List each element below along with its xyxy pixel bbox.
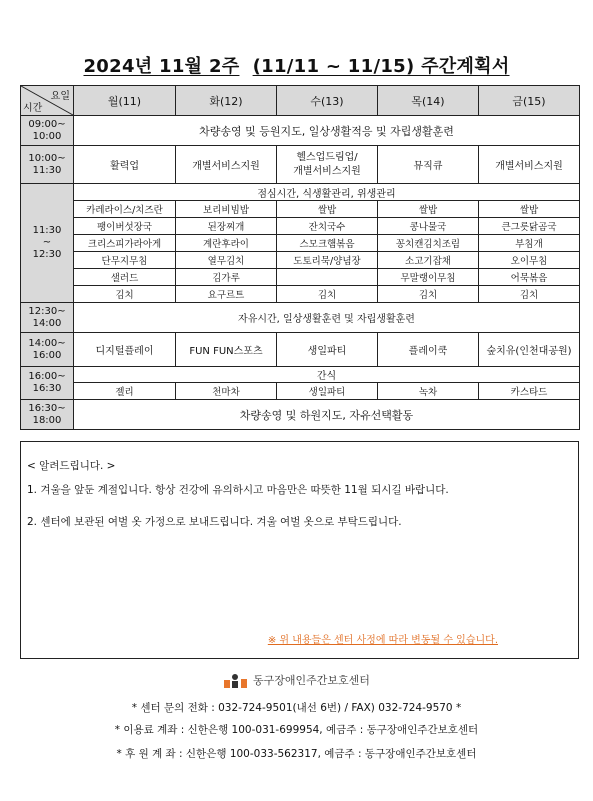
menu-item: 소고기잡채 xyxy=(378,252,479,269)
activity-cell: 디지털플레이 xyxy=(74,333,176,367)
menu-row xyxy=(21,218,580,235)
header-row xyxy=(21,86,580,116)
time-cell: 16:30~ 18:00 xyxy=(21,400,74,430)
footer-phone: * 센터 문의 전화 : 032-724-9501(내선 6번) / FAX) 032-724-9570 * xyxy=(131,702,462,714)
menu-item: 부침개 xyxy=(479,235,580,252)
title-week: 2024년 11월 2주 xyxy=(83,56,240,77)
time-cell: 16:00~ 16:30 xyxy=(21,367,74,400)
menu-item: 단무지무침 xyxy=(74,252,176,269)
activity-cell: 활력업 xyxy=(74,146,176,184)
menu-item: 잔치국수 xyxy=(277,218,378,235)
snack-item: 생일파티 xyxy=(277,383,378,400)
activity-cell: 헬스업드림업/ 개별서비스지원 xyxy=(277,146,378,184)
menu-row xyxy=(21,235,580,252)
corner-cell xyxy=(21,86,74,116)
row-lunch-heading xyxy=(21,184,580,201)
activity-cell: 숲치유(인천대공원) xyxy=(479,333,580,367)
snack-heading: 간식 xyxy=(74,367,580,383)
activity-cell: 차량송영 및 하원지도, 자유선택활동 xyxy=(74,400,580,430)
snack-item: 천마차 xyxy=(176,383,277,400)
time-cell: 10:00~ 11:30 xyxy=(21,146,74,184)
activity-cell: FUN FUN스포츠 xyxy=(176,333,277,367)
menu-item: 어묵볶음 xyxy=(479,269,580,286)
activity-cell: 차량송영 및 등원지도, 일상생활적응 및 자립생활훈련 xyxy=(74,116,580,146)
row-1230 xyxy=(21,303,580,333)
row-1400 xyxy=(21,333,580,367)
row-0900 xyxy=(21,116,580,146)
activity-cell: 뮤직큐 xyxy=(378,146,479,184)
time-cell: 14:00~ 16:00 xyxy=(21,333,74,367)
time-cell: 11:30 ~ 12:30 xyxy=(21,184,74,303)
menu-row xyxy=(21,286,580,303)
time-cell: 09:00~ 10:00 xyxy=(21,116,74,146)
time-cell: 12:30~ 14:00 xyxy=(21,303,74,333)
menu-item: 팽이버섯장국 xyxy=(74,218,176,235)
menu-item: 콩나물국 xyxy=(378,218,479,235)
menu-item: 김치 xyxy=(277,286,378,303)
corner-time-label: 시간 xyxy=(23,103,43,114)
day-header: 목(14) xyxy=(378,86,479,116)
day-header: 화(12) xyxy=(176,86,277,116)
weekly-schedule-table xyxy=(20,85,580,430)
activity-cell: 자유시간, 일상생활훈련 및 자립생활훈련 xyxy=(74,303,580,333)
day-header: 수(13) xyxy=(277,86,378,116)
menu-item: 카레라이스/치즈란 xyxy=(74,201,176,218)
org-logo xyxy=(0,672,593,689)
menu-item: 김가루 xyxy=(176,269,277,286)
corner-day-label: 요일 xyxy=(50,91,70,102)
notice-box xyxy=(20,441,579,659)
menu-item: 요구르트 xyxy=(176,286,277,303)
day-header: 월(11) xyxy=(74,86,176,116)
snack-item: 녹차 xyxy=(378,383,479,400)
activity-cell: 생일파티 xyxy=(277,333,378,367)
row-1000 xyxy=(21,146,580,184)
activity-cell: 개별서비스지원 xyxy=(176,146,277,184)
menu-item: 된장찌개 xyxy=(176,218,277,235)
snack-item: 젤리 xyxy=(74,383,176,400)
menu-item: 열무김치 xyxy=(176,252,277,269)
menu-row xyxy=(21,201,580,218)
notice-line: 1. 겨울을 앞둔 계절입니다. 항상 건강에 유의하시고 마음만은 따뜻한 11월 되시길 바랍니다. xyxy=(27,484,449,496)
menu-item: 쌀밥 xyxy=(277,201,378,218)
menu-item: 보리비빔밥 xyxy=(176,201,277,218)
activity-cell: 개별서비스지원 xyxy=(479,146,580,184)
snack-item: 카스타드 xyxy=(479,383,580,400)
day-header: 금(15) xyxy=(479,86,580,116)
menu-item: 꽁치캔김치조림 xyxy=(378,235,479,252)
footer-fee-account: * 이용료 계좌 : 신한은행 100-031-699954, 예금주 : 동구장애인주간보호센터 xyxy=(114,724,479,736)
menu-item: 크리스피가라아게 xyxy=(74,235,176,252)
lunch-heading: 점심시간, 식생활관리, 위생관리 xyxy=(74,184,580,201)
menu-item: 도토리묵/양념장 xyxy=(277,252,378,269)
title-range: (11/11 ~ 11/15) 주간계획서 xyxy=(252,56,510,77)
menu-row xyxy=(21,269,580,286)
snack-row xyxy=(21,383,580,400)
notice-line: 2. 센터에 보관된 여벌 옷 가정으로 보내드립니다. 겨울 여벌 옷으로 부탁드립니다. xyxy=(27,516,402,528)
menu-item: 계란후라이 xyxy=(176,235,277,252)
menu-item: 김치 xyxy=(378,286,479,303)
row-1630 xyxy=(21,400,580,430)
notice-warning: ※ 위 내용들은 센터 사정에 따라 변동될 수 있습니다. xyxy=(267,635,498,646)
row-snack-heading xyxy=(21,367,580,383)
menu-item xyxy=(277,269,378,286)
menu-row xyxy=(21,252,580,269)
menu-item: 김치 xyxy=(74,286,176,303)
menu-item: 스모크햄볶음 xyxy=(277,235,378,252)
notice-heading: < 알려드립니다. > xyxy=(27,460,116,472)
menu-item: 쌀밥 xyxy=(378,201,479,218)
footer-donation-account: * 후 원 계 좌 : 신한은행 100-033-562317, 예금주 : 동구장애인주간보호센터 xyxy=(116,748,477,760)
menu-item: 김치 xyxy=(479,286,580,303)
org-name: 동구장애인주간보호센터 xyxy=(253,674,370,687)
menu-item: 무말랭이무침 xyxy=(378,269,479,286)
menu-item: 큰그릇닭곰국 xyxy=(479,218,580,235)
activity-cell: 플레이쿡 xyxy=(378,333,479,367)
page-title xyxy=(0,52,593,78)
menu-item: 샐러드 xyxy=(74,269,176,286)
menu-item: 오이무침 xyxy=(479,252,580,269)
menu-item: 쌀밥 xyxy=(479,201,580,218)
org-logo-icon xyxy=(223,673,249,689)
